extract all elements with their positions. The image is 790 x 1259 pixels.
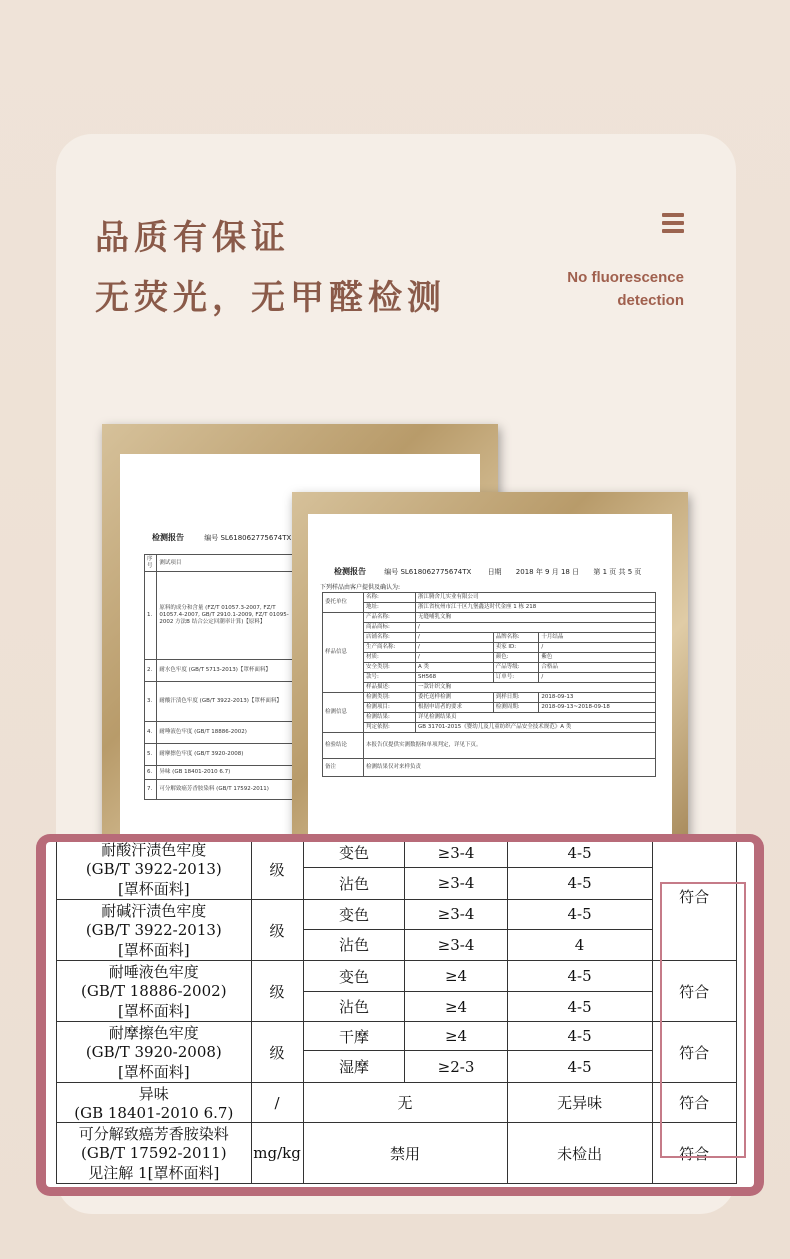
item-part: [罩杯面料] <box>117 880 190 898</box>
table-row: 2. <box>145 660 157 682</box>
table-row <box>57 842 755 867</box>
sub-item: 变色 <box>303 961 405 992</box>
result: 4 <box>507 929 652 960</box>
material-label: 材质: <box>363 653 415 663</box>
conclusion: 本报告仅提供实测数据和单项判定，详见下页。 <box>363 733 655 759</box>
table-row: 5. <box>145 744 157 766</box>
table-row: 1. <box>145 572 157 660</box>
grade-label: 产品等级: <box>493 663 539 673</box>
col-item: 测试项目 <box>157 555 301 572</box>
item-part: [罩杯面料] <box>117 1063 190 1081</box>
verdict: 符合 <box>652 1083 736 1123</box>
type: 委托送样检测 <box>416 693 494 703</box>
unit-cell: / <box>251 1083 303 1123</box>
table-row: 异味 (GB 18401-2010 6.7) <box>157 766 301 780</box>
report-back-header <box>152 532 291 543</box>
sub-item: 变色 <box>303 842 405 867</box>
verdict: 符合 <box>652 1022 736 1083</box>
zoomed-table-frame <box>36 834 764 1196</box>
result: 4-5 <box>507 961 652 992</box>
color: 紫色 <box>539 653 656 663</box>
item-cell <box>57 1083 252 1123</box>
item-name: 耐摩擦色牢度 <box>108 1024 199 1042</box>
requirement: ≥4 <box>405 961 507 992</box>
report-front-header <box>334 566 641 577</box>
unit-cell: mg/kg <box>251 1123 303 1184</box>
requirement: ≥3-4 <box>405 929 507 960</box>
table-row: 耐摩擦色牢度 (GB/T 3920-2008) <box>157 744 301 766</box>
menu-icon[interactable] <box>662 213 684 233</box>
item-cell <box>57 961 252 1022</box>
desc-label: 样品描述: <box>363 683 415 693</box>
report-front-number: 编号 SL618062775674TX <box>384 568 472 576</box>
table-row: 耐酸汗渍色牢度 (GB/T 3922-2013)【罩杯面料】 <box>157 682 301 722</box>
requirement: ≥4 <box>405 992 507 1022</box>
report-front-date: 2018 年 9 月 18 日 <box>515 568 580 576</box>
shop: / <box>416 633 494 643</box>
desc: 一款针织文胸 <box>416 683 656 693</box>
client-addr-label: 地址: <box>363 603 415 613</box>
remark-label: 备注 <box>323 759 364 777</box>
item-standard: (GB/T 3922-2013) <box>85 921 222 939</box>
result: 无异味 <box>507 1083 652 1123</box>
result: 未检出 <box>507 1123 652 1184</box>
item-standard: (GB/T 3922-2013) <box>85 860 222 878</box>
item-cell <box>57 1123 252 1184</box>
order-label: 订单号: <box>493 673 539 683</box>
shop-label: 店铺名称: <box>363 633 415 643</box>
table-row <box>57 1022 755 1051</box>
period-label: 检测周期: <box>493 703 539 713</box>
requirement: 禁用 <box>303 1123 507 1184</box>
table-row <box>57 961 755 992</box>
product-label: 产品名称: <box>363 613 415 623</box>
item-cell <box>57 1022 252 1083</box>
english-subtitle-line2: detection <box>617 292 684 309</box>
table-row: 3. <box>145 682 157 722</box>
grade: 合格品 <box>539 663 656 673</box>
result: 4-5 <box>507 1051 652 1083</box>
table-row: 原料的成分和含量 (FZ/T 01057.3-2007, FZ/T 01057.4-2007, GB/T 2910.1-2009, FZ/T 01095-2002 方法B 结合公定回潮率计算)【原料】 <box>157 572 301 660</box>
verdict: 符合 <box>679 887 710 906</box>
sub-item: 干摩 <box>303 1022 405 1051</box>
table-row <box>57 1083 755 1123</box>
table-row: 6. <box>145 766 157 780</box>
verdict: 符合 <box>652 961 736 1022</box>
client-addr: 浙江省杭州市江干区九堡鑫达时代金座 1 栋 218 <box>416 603 656 613</box>
report-paper-front <box>308 514 672 834</box>
col-seq: 序号 <box>145 555 157 572</box>
page-title: 品质有保证 <box>95 218 290 258</box>
report-front-table <box>322 592 656 777</box>
item-standard: (GB/T 17592-2011) <box>81 1144 227 1162</box>
report-back-number: 编号 SL618062775674TX <box>204 534 292 542</box>
item-standard: (GB/T 18886-2002) <box>81 982 227 1000</box>
report-front-page: 第 1 页 共 5 页 <box>593 568 642 576</box>
requirement: ≥3-4 <box>405 842 507 867</box>
brand-label: 品牌名称: <box>493 633 539 643</box>
conclusion-label: 检验结论 <box>323 733 364 759</box>
trademark: / <box>416 623 656 633</box>
report-front-date-label: 日期 <box>487 568 502 576</box>
page-subtitle: 无荧光，无甲醛检测 <box>95 278 446 318</box>
item-cell <box>57 900 252 961</box>
english-subtitle-line1: No fluorescence <box>567 269 684 286</box>
safety: A 类 <box>416 663 494 673</box>
seller: / <box>539 643 656 653</box>
trademark-label: 商品商标: <box>363 623 415 633</box>
english-subtitle <box>567 266 684 312</box>
report-back-title: 检测报告 <box>152 533 184 542</box>
maker-label: 生产商名称: <box>363 643 415 653</box>
table-row: 7. <box>145 780 157 800</box>
type-label: 检测类别: <box>363 693 415 703</box>
seller-label: 卖家 ID: <box>493 643 539 653</box>
received-label: 到样日期: <box>493 693 539 703</box>
material: / <box>416 653 494 663</box>
item-name: 异味 <box>138 1085 169 1103</box>
unit-cell: 级 <box>251 961 303 1022</box>
unit-cell: 级 <box>251 1022 303 1083</box>
unit-cell: 级 <box>251 842 303 900</box>
verdict-highlight-box <box>660 882 746 1158</box>
requirement: 无 <box>303 1083 507 1123</box>
basis: GB 31701-2015《婴幼儿及儿童纺织产品安全技术规范》A 类 <box>416 723 656 733</box>
result: 4-5 <box>507 867 652 899</box>
report-front-note: 下列样品由客户提供及确认为: <box>320 584 401 591</box>
item-name: 耐唾液色牢度 <box>108 963 199 981</box>
item-part: [罩杯面料] <box>117 941 190 959</box>
color-label: 颜色: <box>493 653 539 663</box>
remark: 检测结果仅对来样负责 <box>363 759 655 777</box>
project-label: 检测项目: <box>363 703 415 713</box>
table-row: 4. <box>145 722 157 744</box>
table-row: 耐唾液色牢度 (GB/T 18886-2002) <box>157 722 301 744</box>
table-row: 可分解致癌芳香胺染料 (GB/T 17592-2011) <box>157 780 301 800</box>
requirement: ≥2-3 <box>405 1051 507 1083</box>
sub-item: 沾色 <box>303 992 405 1022</box>
result: 4-5 <box>507 1022 652 1051</box>
received: 2018-09-13 <box>539 693 656 703</box>
period: 2018-09-13~2018-09-18 <box>539 703 656 713</box>
report-frame-front <box>292 492 688 842</box>
sub-item: 变色 <box>303 900 405 930</box>
table-row <box>57 1123 755 1184</box>
table-row <box>57 900 755 930</box>
zoomed-table-inner <box>46 842 754 1187</box>
item-standard: (GB/T 3920-2008) <box>85 1043 222 1061</box>
test-label: 检测信息 <box>323 693 364 733</box>
sample-label: 样品信息 <box>323 613 364 693</box>
project: 根据申请者的要求 <box>416 703 494 713</box>
brand: 十月结晶 <box>539 633 656 643</box>
product: 无缝哺乳文胸 <box>416 613 656 623</box>
safety-label: 安全类别: <box>363 663 415 673</box>
item-name: 耐碱汗渍色牢度 <box>101 902 207 920</box>
model-label: 款号: <box>363 673 415 683</box>
item-name: 耐酸汗渍色牢度 <box>101 842 207 859</box>
requirement: ≥3-4 <box>405 900 507 930</box>
result: 4-5 <box>507 992 652 1022</box>
item-name: 可分解致癌芳香胺染料 <box>78 1125 229 1143</box>
item-part: [罩杯面料] <box>117 1002 190 1020</box>
client-label: 委托单位 <box>323 593 364 613</box>
result: 4-5 <box>507 842 652 867</box>
client-name: 浙江腾舍儿实业有限公司 <box>416 593 656 603</box>
verdict: 符合 <box>652 1123 736 1184</box>
item-cell <box>57 842 252 900</box>
item-part: 见注解 1[罩杯面料] <box>88 1164 220 1182</box>
basis-label: 判定依据: <box>363 723 415 733</box>
client-name-label: 名称: <box>363 593 415 603</box>
result: 4-5 <box>507 900 652 930</box>
sub-item: 沾色 <box>303 867 405 899</box>
sub-item: 沾色 <box>303 929 405 960</box>
result: 详见检测结果页 <box>416 713 656 723</box>
requirement: ≥3-4 <box>405 867 507 899</box>
requirement: ≥4 <box>405 1022 507 1051</box>
order: / <box>539 673 656 683</box>
results-table <box>56 842 754 1184</box>
report-front-title: 检测报告 <box>334 567 366 576</box>
sub-item: 湿摩 <box>303 1051 405 1083</box>
item-standard: (GB 18401-2010 6.7) <box>74 1104 234 1122</box>
model: SH568 <box>416 673 494 683</box>
maker: / <box>416 643 494 653</box>
table-row: 耐水色牢度 (GB/T 5713-2013)【罩杯面料】 <box>157 660 301 682</box>
unit-cell: 级 <box>251 900 303 961</box>
result-label: 检测结果: <box>363 713 415 723</box>
